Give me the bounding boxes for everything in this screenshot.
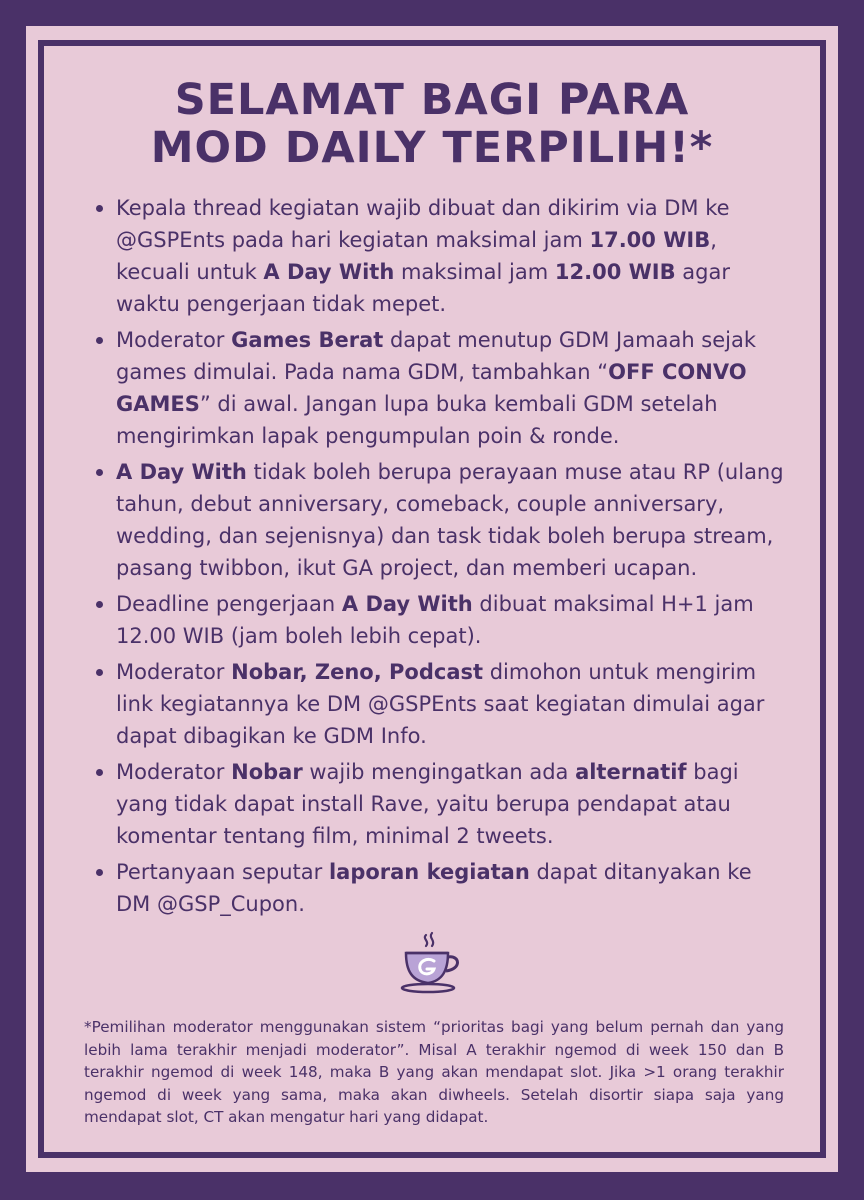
rule-highlight: A Day With — [116, 460, 247, 484]
rule-highlight: alternatif — [575, 760, 687, 784]
rule-highlight: 17.00 WIB — [589, 228, 711, 252]
rule-text: , kecuali untuk — [116, 228, 717, 284]
rule-text: tidak boleh berupa perayaan muse atau RP (ulang tahun, debut anniversary, comeback, couple anniversary, wedding, dan sejenisnya) dan task tidak boleh berupa stream, pasang twibbon, ikut GA project, dan memberi ucapan. — [116, 460, 784, 580]
page-title — [26, 76, 838, 172]
rule-highlight: Games Berat — [231, 328, 384, 352]
rule-highlight: OFF CONVO GAMES — [116, 360, 747, 416]
rule-item — [96, 856, 786, 920]
rule-text: Pertanyaan seputar — [116, 860, 329, 884]
rule-text: Moderator — [116, 760, 232, 784]
rule-highlight: 12.00 WIB — [554, 260, 676, 284]
coffee-cup-logo-icon — [396, 931, 468, 995]
rule-highlight: Nobar — [231, 760, 303, 784]
rules-list — [96, 192, 786, 924]
rule-item — [96, 756, 786, 852]
rule-text: dapat menutup GDM Jamaah sejak games dimulai. Pada nama GDM, tambahkan “ — [116, 328, 757, 384]
title-line-2: MOD DAILY TERPILIH!* — [150, 123, 714, 173]
rule-text: wajib mengingatkan ada — [302, 760, 576, 784]
rule-text: maksimal jam — [394, 260, 555, 284]
rule-highlight: laporan kegiatan — [328, 860, 530, 884]
footnote: *Pemilihan moderator menggunakan sistem “prioritas bagi yang belum pernah dan yang lebih lama terakhir menjadi moderator”. Misal A terakhir ngemod di week 150 dan B terakhir ngemod di week 148, maka B yang akan mendapat slot. Jika >1 orang terakhir ngemod di week yang sama, maka akan diwheels. Setelah disortir siapa saja yang mendapat slot, CT akan mengatur hari yang didapat. — [84, 1018, 784, 1127]
rule-text: dapat ditanyakan ke DM @GSP_Cupon. — [116, 860, 752, 916]
rule-text: ” di awal. Jangan lupa buka kembali GDM setelah mengirimkan lapak pengumpulan poin & ronde. — [116, 392, 718, 448]
rule-text: Moderator — [116, 660, 232, 684]
rule-highlight: A Day With — [341, 592, 473, 616]
rule-highlight: Nobar, Zeno, Podcast — [231, 660, 484, 684]
rule-text: Moderator — [116, 328, 232, 352]
rule-item — [96, 192, 786, 320]
title-line-1: SELAMAT BAGI PARA — [174, 75, 690, 125]
rule-item — [96, 588, 786, 652]
rule-item — [96, 324, 786, 452]
rule-text: dibuat maksimal H+1 jam 12.00 WIB (jam boleh lebih cepat). — [116, 592, 754, 648]
rule-text: dimohon untuk mengirim link kegiatannya ke DM @GSPEnts saat kegiatan dimulai agar dapat dibagikan ke GDM Info. — [116, 660, 765, 748]
announcement-card — [26, 26, 838, 1172]
rule-text: Kepala thread kegiatan wajib dibuat dan dikirim via DM ke @GSPEnts pada hari kegiatan maksimal jam — [116, 196, 730, 252]
rule-item — [96, 656, 786, 752]
rule-text: agar waktu pengerjaan tidak mepet. — [116, 260, 731, 316]
rule-highlight: A Day With — [263, 260, 395, 284]
rule-text: Deadline pengerjaan — [116, 592, 342, 616]
rule-text: bagi yang tidak dapat install Rave, yaitu berupa pendapat atau komentar tentang film, minimal 2 tweets. — [116, 760, 739, 848]
rule-item — [96, 456, 786, 584]
